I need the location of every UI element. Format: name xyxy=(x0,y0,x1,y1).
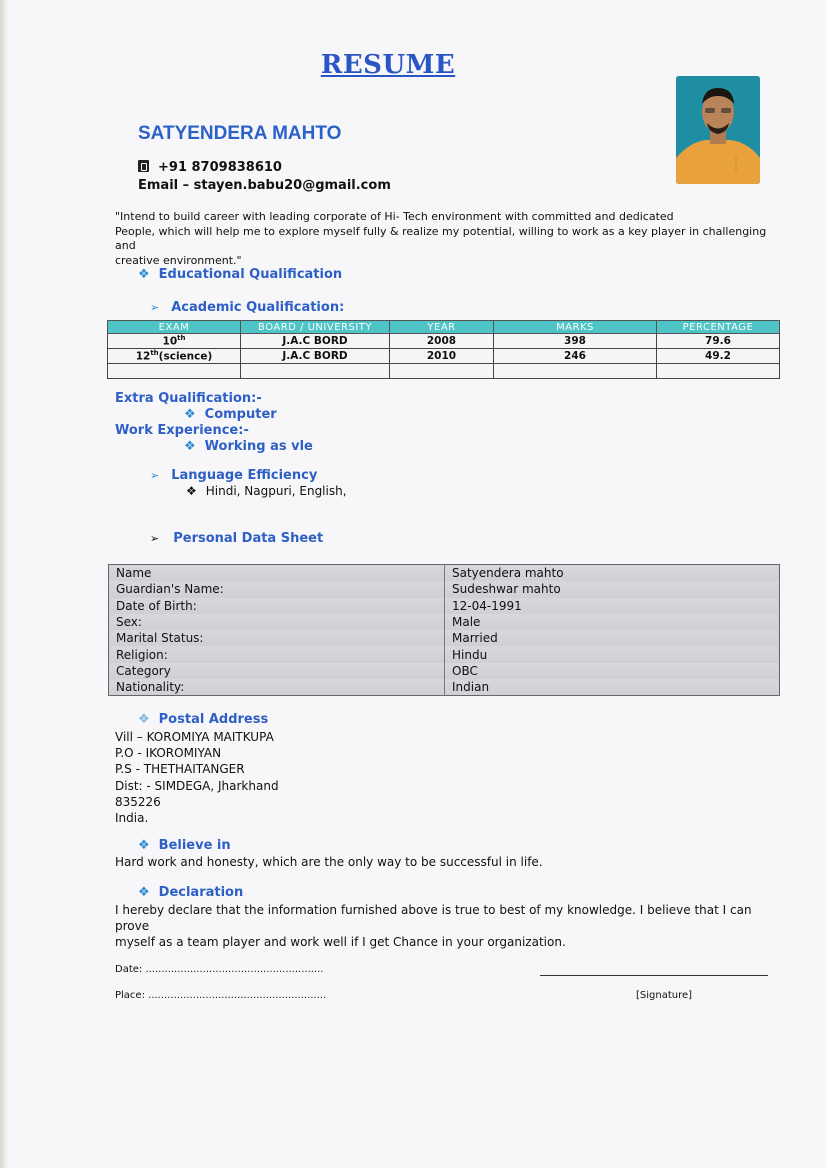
declaration-text xyxy=(115,902,785,950)
objective-line-2: People, which will help me to explore myself fully & realize my potential, willing to work as a key player in challenging and xyxy=(115,224,767,252)
signature-line xyxy=(540,975,768,976)
col-percentage: PERCENTAGE xyxy=(657,321,780,334)
percentage-cell: 49.2 xyxy=(657,349,780,364)
address-line: P.S - THETHAITANGER xyxy=(115,762,245,777)
diamond-bullet-icon: ❖ xyxy=(138,712,150,727)
exam-suffix: (science) xyxy=(158,350,213,363)
pds-label: Marital Status: xyxy=(109,630,445,646)
table-row xyxy=(109,598,780,614)
page-edge xyxy=(0,0,8,1168)
table-row xyxy=(109,630,780,646)
marks-cell: 246 xyxy=(494,349,657,364)
col-marks: MARKS xyxy=(494,321,657,334)
profile-photo-image xyxy=(676,76,760,184)
board-cell: J.A.C BORD xyxy=(241,334,390,349)
objective-line-1: "Intend to build career with leading corporate of Hi- Tech environment with committed and dedicated xyxy=(115,210,674,223)
col-year: YEAR xyxy=(390,321,494,334)
address-line: Dist: - SIMDEGA, Jharkhand xyxy=(115,778,279,793)
personal-heading xyxy=(150,531,323,546)
email-line: Email – stayen.babu20@gmail.com xyxy=(138,178,391,193)
language-item-text: Hindi, Nagpuri, English, xyxy=(205,484,347,498)
table-row xyxy=(109,614,780,630)
diamond-bullet-icon: ❖ xyxy=(138,838,150,853)
personal-heading-text: Personal Data Sheet xyxy=(173,531,324,546)
phone-icon xyxy=(138,160,149,172)
diamond-bullet-icon: ❖ xyxy=(184,407,196,422)
board-cell: J.A.C BORD xyxy=(241,349,390,364)
col-exam: EXAM xyxy=(108,321,241,334)
exam-cell xyxy=(108,349,241,364)
declaration-heading xyxy=(138,885,243,900)
arrow-bullet-icon: ➢ xyxy=(150,301,160,314)
academic-header-row xyxy=(108,321,780,334)
year-cell: 2010 xyxy=(390,349,494,364)
pds-value: Indian xyxy=(445,679,780,696)
pds-label: Nationality: xyxy=(109,679,445,696)
exam-value: 12 xyxy=(135,350,151,363)
table-row xyxy=(109,663,780,679)
academic-subheading xyxy=(150,300,344,315)
year-cell: 2008 xyxy=(390,334,494,349)
pds-label: Religion: xyxy=(109,646,445,662)
extra-item-text: Computer xyxy=(204,407,277,422)
work-heading: Work Experience:- xyxy=(115,423,249,438)
exam-cell xyxy=(108,334,241,349)
language-item xyxy=(186,484,347,498)
table-row xyxy=(109,646,780,662)
empty-cell xyxy=(657,364,780,379)
exam-sup: th xyxy=(177,334,186,343)
diamond-bullet-icon: ❖ xyxy=(138,885,150,900)
extra-heading: Extra Qualification:- xyxy=(115,391,262,406)
signature-label: [Signature] xyxy=(636,990,693,1001)
profile-photo xyxy=(676,76,760,184)
resume-title: RESUME xyxy=(320,50,456,80)
pds-value: Married xyxy=(445,630,780,646)
empty-cell xyxy=(108,364,241,379)
pds-value: Satyendera mahto xyxy=(445,565,780,582)
pds-label: Date of Birth: xyxy=(109,598,445,614)
pds-label: Sex: xyxy=(109,614,445,630)
date-field: Date: ........................................................ xyxy=(115,964,324,975)
postal-heading xyxy=(138,712,268,727)
believe-text: Hard work and honesty, which are the only way to be successful in life. xyxy=(115,855,543,869)
believe-heading-text: Believe in xyxy=(158,838,231,853)
place-field: Place: ........................................................ xyxy=(115,990,327,1001)
table-row xyxy=(108,364,780,379)
exam-value: 10 xyxy=(162,335,178,348)
academic-subheading-text: Academic Qualification: xyxy=(171,300,345,315)
arrow-bullet-icon: ➢ xyxy=(150,532,160,545)
exam-sup: th xyxy=(150,349,159,358)
work-item xyxy=(184,439,313,454)
pds-label: Category xyxy=(109,663,445,679)
table-row xyxy=(108,334,780,349)
table-row xyxy=(109,581,780,597)
empty-cell xyxy=(241,364,390,379)
education-heading xyxy=(138,267,342,282)
empty-cell xyxy=(390,364,494,379)
extra-item xyxy=(184,407,277,422)
col-board: BOARD / UNIVERSITY xyxy=(241,321,390,334)
phone-line xyxy=(138,160,282,175)
table-row xyxy=(109,565,780,582)
pds-value: Sudeshwar mahto xyxy=(445,581,780,597)
candidate-name: SATYENDERA MAHTO xyxy=(138,123,342,144)
address-line: P.O - IKOROMIYAN xyxy=(115,746,222,761)
postal-heading-text: Postal Address xyxy=(158,712,269,727)
believe-heading xyxy=(138,838,231,853)
work-item-text: Working as vle xyxy=(204,439,313,454)
declaration-heading-text: Declaration xyxy=(158,885,244,900)
table-row xyxy=(109,679,780,696)
address-line: Vill – KOROMIYA MAITKUPA xyxy=(115,730,274,744)
pds-value: 12-04-1991 xyxy=(445,598,780,614)
pds-value: OBC xyxy=(445,663,780,679)
pds-label: Name xyxy=(109,565,445,582)
language-heading xyxy=(150,468,317,483)
personal-data-table xyxy=(108,564,780,696)
pds-value: Hindu xyxy=(445,646,780,662)
diamond-bullet-icon: ❖ xyxy=(138,267,150,282)
arrow-bullet-icon: ➢ xyxy=(150,469,160,482)
declaration-line-2: myself as a team player and work well if I get Chance in your organization. xyxy=(115,935,566,949)
objective-line-3: creative environment." xyxy=(115,253,242,267)
postal-address xyxy=(115,729,279,826)
career-objective xyxy=(115,210,785,268)
diamond-bullet-icon: ❖ xyxy=(184,439,196,454)
phone-number: +91 8709838610 xyxy=(158,160,282,175)
diamond-bullet-icon: ❖ xyxy=(186,484,197,498)
education-heading-text: Educational Qualification xyxy=(158,267,343,282)
marks-cell: 398 xyxy=(494,334,657,349)
address-line: 835226 xyxy=(115,794,161,809)
address-line: India. xyxy=(115,811,149,826)
language-heading-text: Language Efficiency xyxy=(171,468,318,483)
pds-label: Guardian's Name: xyxy=(109,581,445,597)
pds-value: Male xyxy=(445,614,780,630)
table-row xyxy=(108,349,780,364)
empty-cell xyxy=(494,364,657,379)
declaration-line-1: I hereby declare that the information furnished above is true to best of my knowledge. I believe that I can prove xyxy=(115,903,752,933)
academic-table xyxy=(107,320,780,379)
percentage-cell: 79.6 xyxy=(657,334,780,349)
